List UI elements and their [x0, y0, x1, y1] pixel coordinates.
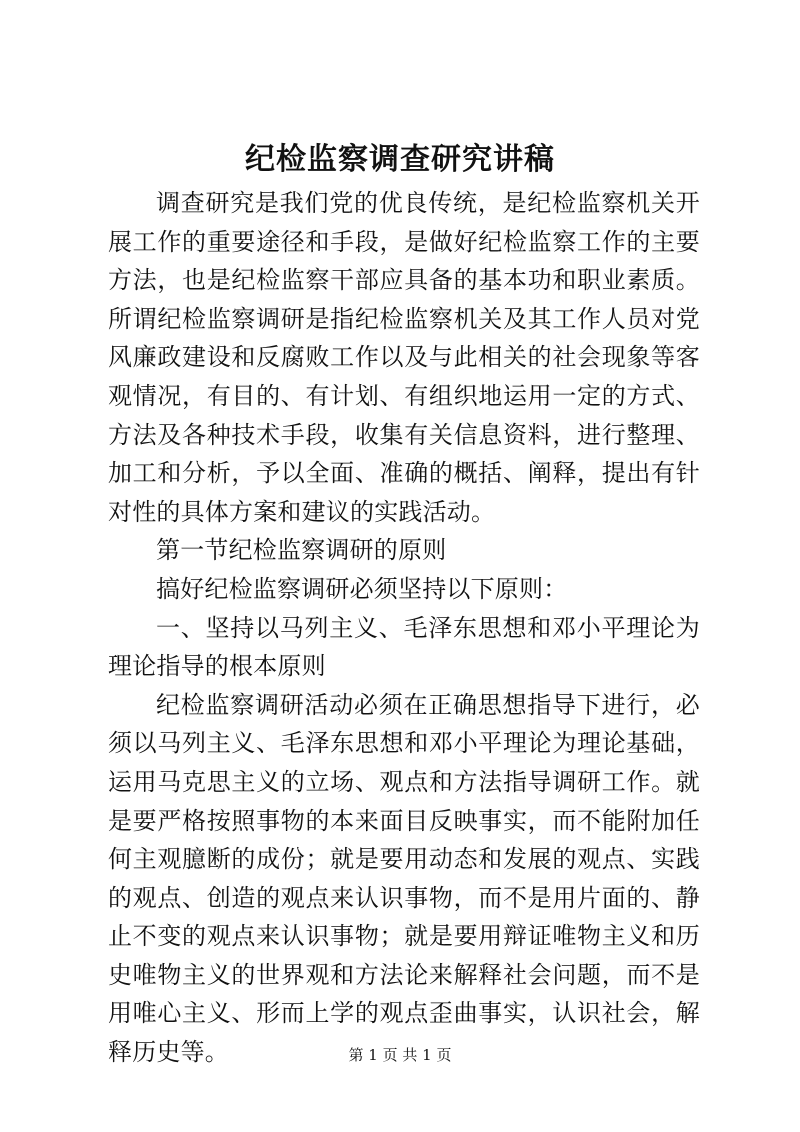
principle-heading: 一、坚持以马列主义、毛泽东思想和邓小平理论为理论指导的根本原则 [108, 613, 700, 681]
paragraph-principle: 纪检监察调研活动必须在正确思想指导下进行，必须以马列主义、毛泽东思想和邓小平理论为理论基础，运用马克思主义的立场、观点和方法指导调研工作。就是要严格按照事物的本来面目反映事实，而不能附加任何主观臆断的成份；就是要用动态和发展的观点、实践的观点、创造的观点来认识事物，而不是用片面的、静止不变的观点来认识事物；就是要用辩证唯物主义和历史唯物主义的世界观和方法论来解释社会问题，而不是用唯心主义、形而上学的观点歪曲事实，认识社会，解释历史等。 [108, 690, 700, 1067]
document-body [108, 184, 700, 1072]
page-footer: 第 1 页 共 1 页 [348, 1046, 452, 1064]
document-title: 纪检监察调查研究讲稿 [245, 142, 555, 177]
paragraph-lead: 搞好纪检监察调研必须坚持以下原则： [156, 574, 568, 603]
paragraph-intro: 调查研究是我们党的优良传统，是纪检监察机关开展工作的重要途径和手段，是做好纪检监察工作的主要方法，也是纪检监察干部应具备的基本功和职业素质。所谓纪检监察调研是指纪检监察机关及其工作人员对党风廉政建设和反腐败工作以及与此相关的社会现象等客观情况，有目的、有计划、有组织地运用一定的方式、方法及各种技术手段，收集有关信息资料，进行整理、加工和分析，予以全面、准确的概括、阐释，提出有针对性的具体方案和建议的实践活动。 [108, 189, 700, 526]
section-heading: 第一节纪检监察调研的原则 [156, 536, 447, 565]
